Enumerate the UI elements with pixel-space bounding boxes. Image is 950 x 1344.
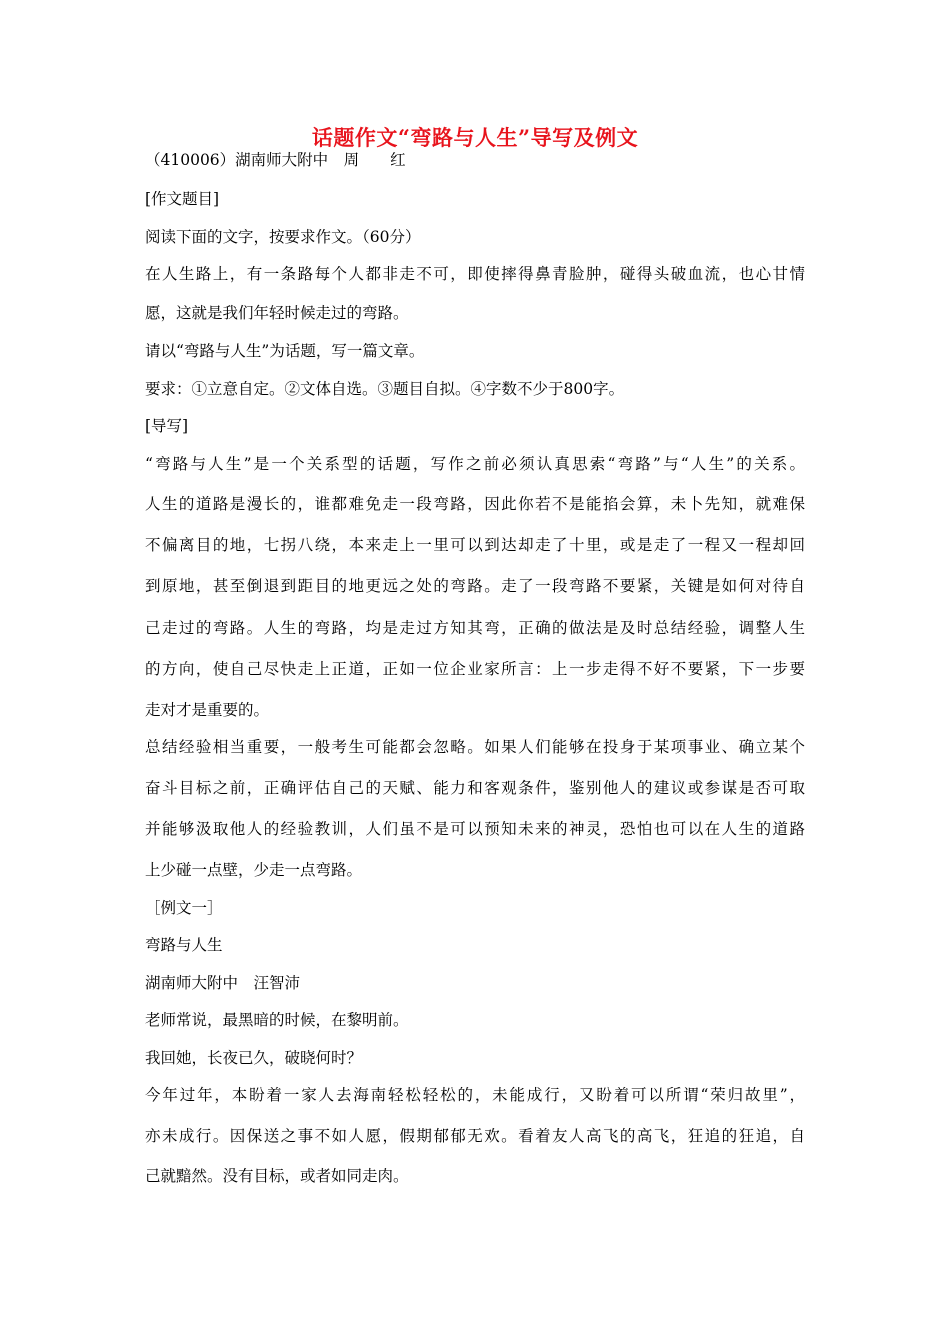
paragraph-line: 总结经验相当重要，一般考生可能都会忽略。如果人们能够在投身于某项事业、确立某个 <box>145 738 805 756</box>
section-heading: ［例文一］ <box>145 899 223 917</box>
document-title: 话题作文“弯路与人生”导写及例文 <box>311 125 639 150</box>
paragraph-line: 愿，这就是我们年轻时候走过的弯路。 <box>145 304 409 322</box>
paragraph-line: 要求：①立意自定。②文体自选。③题目自拟。④字数不少于800字。 <box>145 380 625 398</box>
essay-author: 湖南师大附中 汪智沛 <box>145 974 301 992</box>
section-heading: [导写] <box>145 417 189 435</box>
paragraph-line: 奋斗目标之前，正确评估自己的天赋、能力和客观条件，鉴别他人的建议或参谋是否可取 <box>145 779 805 797</box>
paragraph-line: 请以“弯路与人生”为话题，写一篇文章。 <box>145 342 425 360</box>
section-heading: [作文题目] <box>145 190 220 208</box>
paragraph-line: 老师常说，最黑暗的时候，在黎明前。 <box>145 1011 409 1029</box>
paragraph-line: 在人生路上，有一条路每个人都非走不可，即使摔得鼻青脸肿，碰得头破血流，也心甘情 <box>145 265 805 283</box>
paragraph-line: 不偏离目的地，七拐八绕，本来走上一里可以到达却走了十里，或是走了一程又一程却回 <box>145 536 805 554</box>
paragraph-line: 的方向，使自己尽快走上正道，正如一位企业家所言：上一步走得不好不要紧，下一步要 <box>145 660 805 678</box>
paragraph-line: 到原地，甚至倒退到距目的地更远之处的弯路。走了一段弯路不要紧，关键是如何对待自 <box>145 577 805 595</box>
essay-title: 弯路与人生 <box>145 936 223 954</box>
paragraph-line: 上少碰一点壁，少走一点弯路。 <box>145 861 363 879</box>
paragraph-line: 阅读下面的文字，按要求作文。（60分） <box>145 228 421 246</box>
paragraph-line: “弯路与人生”是一个关系型的话题，写作之前必须认真思索“弯路”与“人生”的关系。 <box>145 455 805 473</box>
author-line: （410006）湖南师大附中 周 红 <box>145 151 406 169</box>
paragraph-line: 己就黯然。没有目标，或者如同走肉。 <box>145 1167 409 1185</box>
paragraph-line: 亦未成行。因保送之事不如人愿，假期郁郁无欢。看着友人高飞的高飞，狂追的狂追，自 <box>145 1127 805 1145</box>
paragraph-line: 人生的道路是漫长的，谁都难免走一段弯路，因此你若不是能掐会算，未卜先知，就难保 <box>145 495 805 513</box>
paragraph-line: 并能够汲取他人的经验教训，人们虽不是可以预知未来的神灵，恐怕也可以在人生的道路 <box>145 820 805 838</box>
paragraph-line: 走对才是重要的。 <box>145 701 270 719</box>
paragraph-line: 我回她，长夜已久，破晓何时？ <box>145 1049 363 1067</box>
paragraph-line: 己走过的弯路。人生的弯路，均是走过方知其弯，正确的做法是及时总结经验，调整人生 <box>145 619 805 637</box>
paragraph-line: 今年过年，本盼着一家人去海南轻松轻松的，未能成行，又盼着可以所谓“荣归故里”， <box>145 1086 805 1104</box>
